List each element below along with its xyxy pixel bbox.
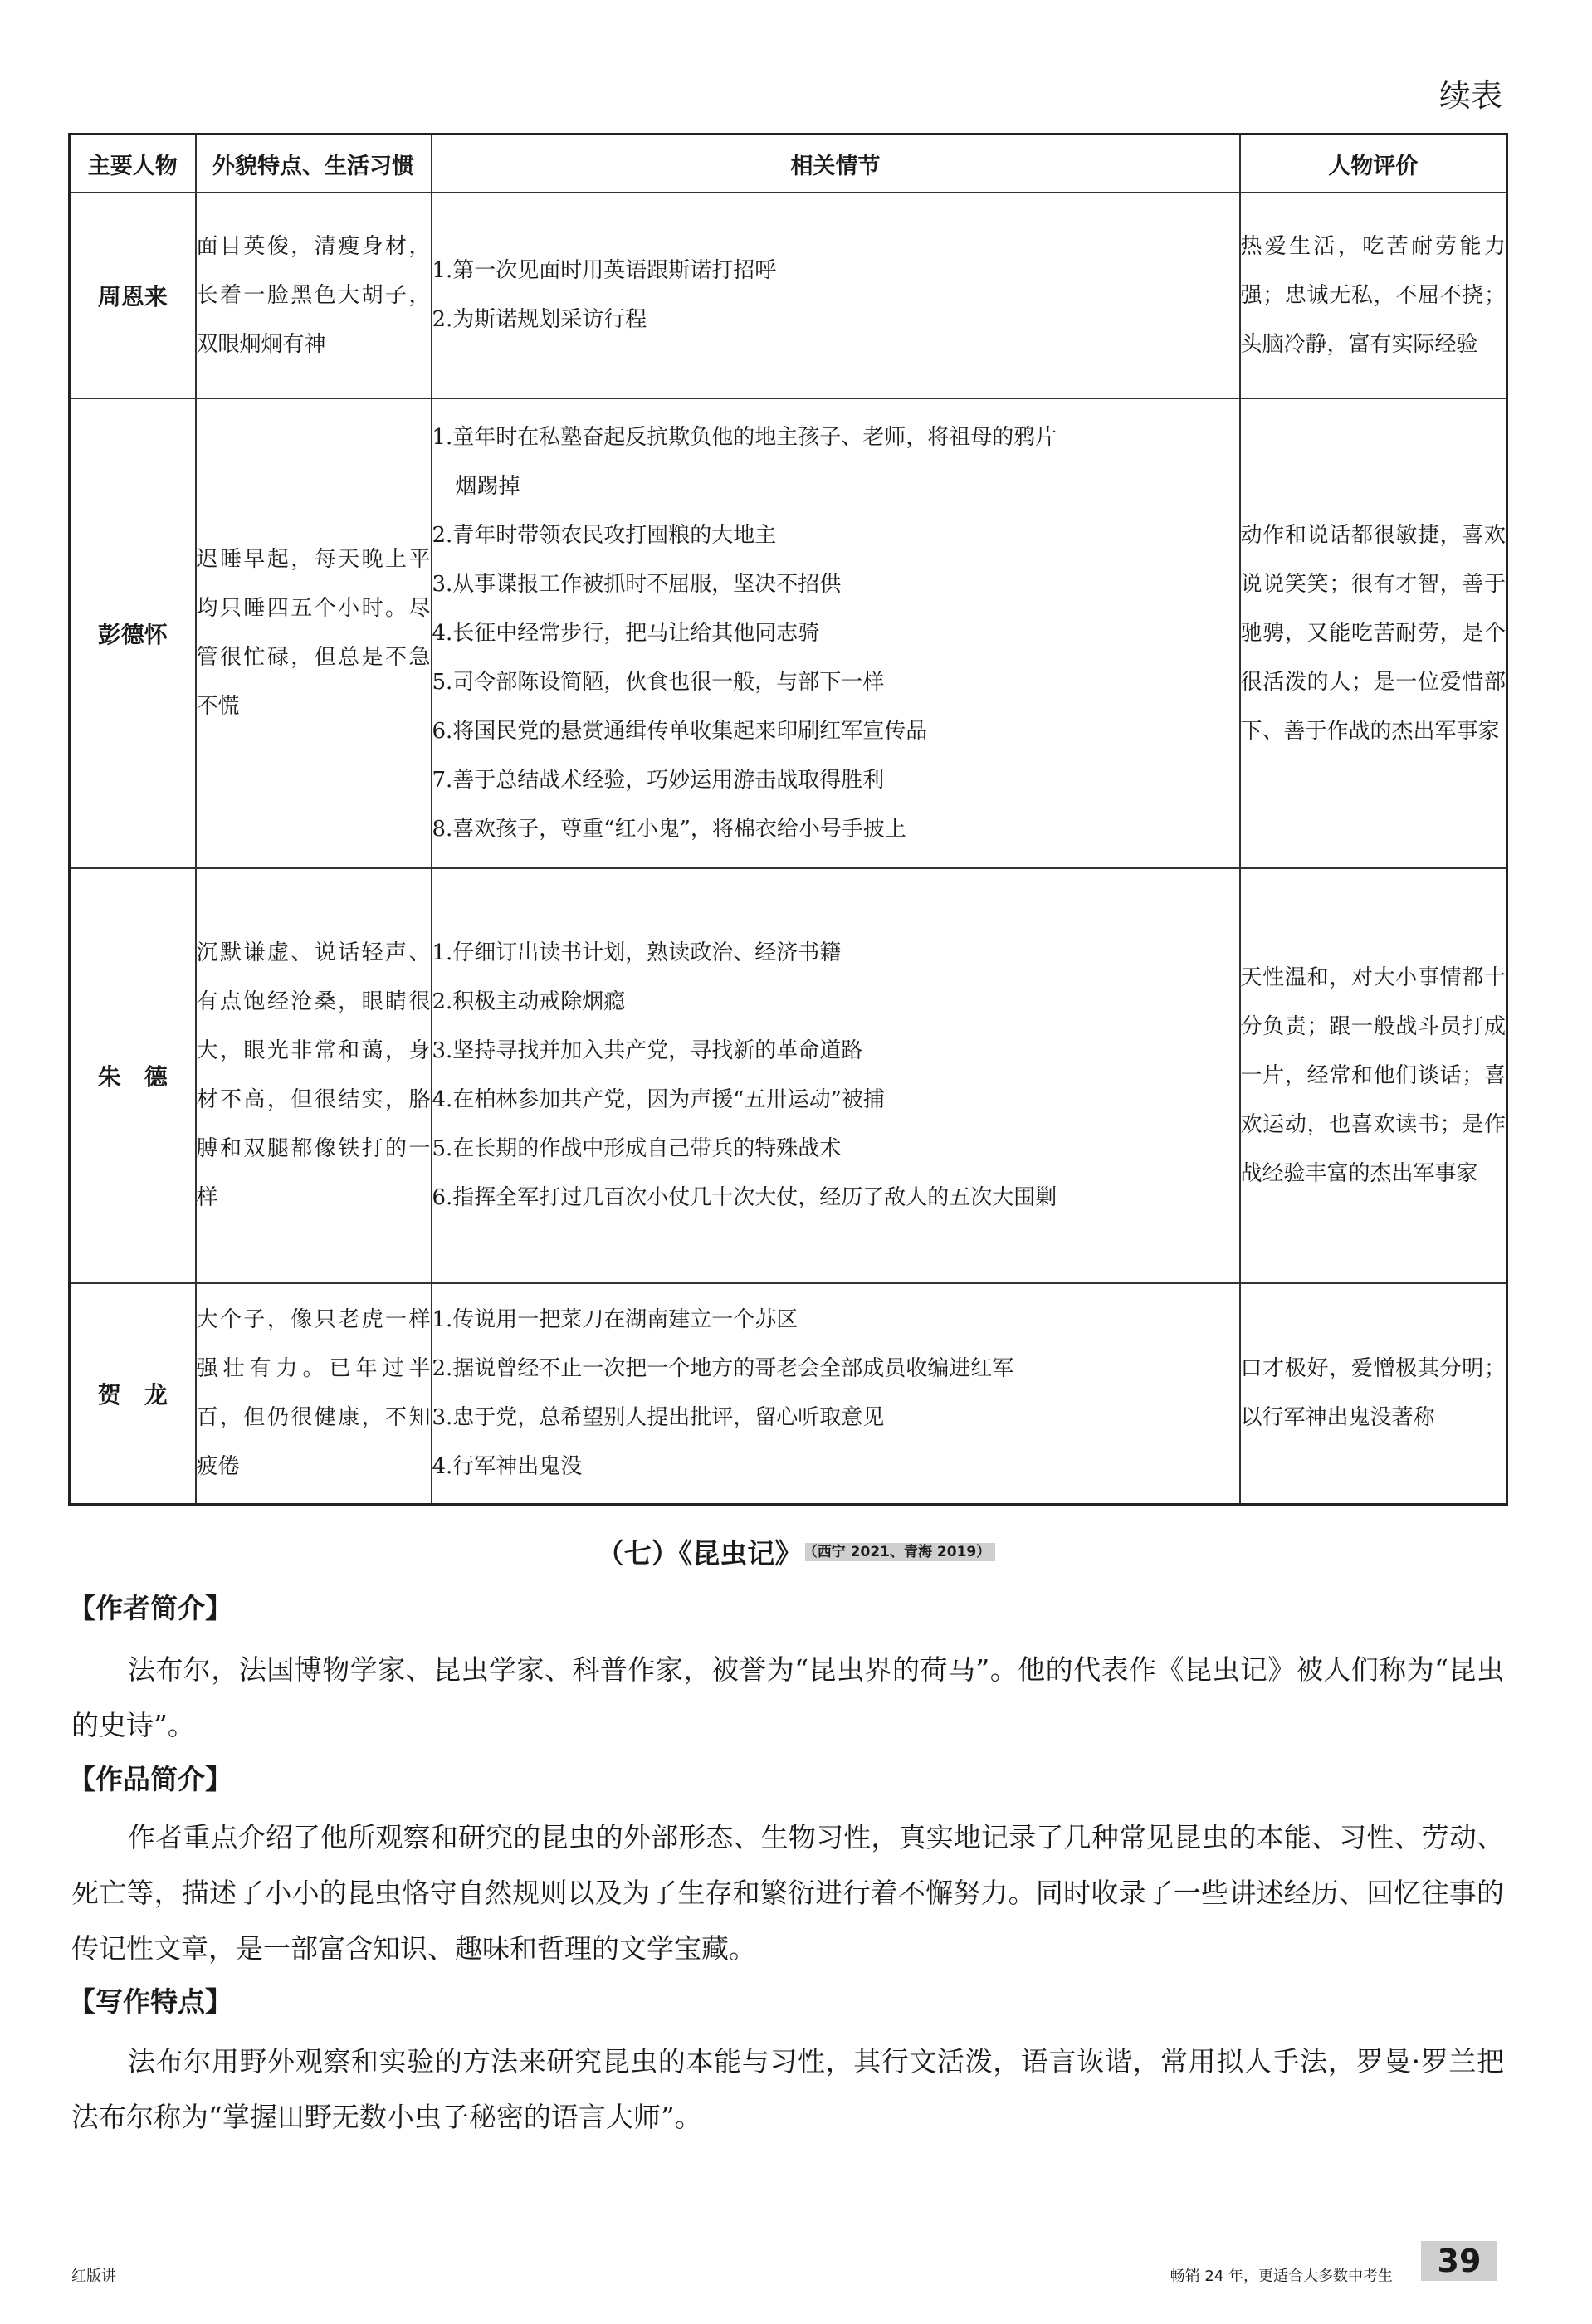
plot-item-continuation: 烟踢掉 [455, 473, 520, 499]
character-name: 周恩来 [70, 193, 196, 398]
table-row [70, 193, 1507, 398]
work-paragraph: 作者重点介绍了他所观察和研究的昆虫的外部形态、生物习性，真实地记录了几种常见昆虫的本能、习性、劳动、死亡等，描述了小小的昆虫恪守自然规则以及为了生存和繁衍进行着不懈努力。同时收录了一些讲述经历、回忆往事的传记性文章，是一部富含知识、趣味和哲理的文学宝藏。 [71, 1821, 1504, 1965]
plot-item: 6.将国民党的悬赏通缉传单收集起来印刷红军宣传品 [432, 718, 928, 744]
plot-item: 5.在长期的作战中形成自己带兵的特殊战术 [432, 1136, 842, 1161]
character-name: 朱 德 [70, 868, 196, 1283]
column-header: 相关情节 [432, 134, 1240, 193]
author-heading: 【作者简介】 [68, 1592, 232, 1624]
character-evaluation: 动作和说话都很敏捷，喜欢说说笑笑；很有才智，善于驰骋，又能吃苦耐劳，是个很活泼的人；是一位爱惜部下、善于作战的杰出军事家 [1240, 398, 1507, 868]
character-plots [432, 193, 1240, 398]
table-row [70, 868, 1507, 1283]
character-name: 贺 龙 [70, 1283, 196, 1504]
plot-item: 5.司令部陈设简陋，伙食也很一般，与部下一样 [432, 669, 885, 695]
writing-paragraph: 法布尔用野外观察和实验的方法来研究昆虫的本能与习性，其行文活泼，语言诙谐，常用拟人手法，罗曼·罗兰把法布尔称为“掌握田野无数小虫子秘密的语言大师”。 [71, 2045, 1504, 2133]
character-plots [432, 868, 1240, 1283]
plot-item: 2.积极主动戒除烟瘾 [432, 989, 626, 1014]
plot-item: 2.为斯诺规划采访行程 [432, 307, 647, 332]
plot-item: 1.仔细订出读书计划，熟读政治、经济书籍 [432, 940, 842, 965]
character-evaluation: 热爱生活，吃苦耐劳能力强；忠诚无私，不屈不挠；头脑冷静，富有实际经验 [1240, 193, 1507, 398]
character-evaluation: 口才极好，爱憎极其分明；以行军神出鬼没著称 [1240, 1283, 1507, 1504]
section-title-text: （七）《昆虫记》 [596, 1537, 803, 1570]
continued-label: 续表 [1438, 77, 1502, 114]
table-header-row [70, 134, 1507, 193]
character-table [68, 133, 1508, 1506]
character-features: 迟睡早起，每天晚上平均只睡四五个小时。尽管很忙碌，但总是不急不慌 [196, 398, 432, 868]
column-header: 人物评价 [1240, 134, 1507, 193]
table-row [70, 398, 1507, 868]
plot-item: 1.第一次见面时用英语跟斯诺打招呼 [432, 258, 777, 283]
character-evaluation: 天性温和，对大小事情都十分负责；跟一般战斗员打成一片，经常和他们谈话；喜欢运动，也喜欢读书；是作战经验丰富的杰出军事家 [1240, 868, 1507, 1283]
plot-item: 4.长征中经常步行，把马让给其他同志骑 [432, 620, 820, 646]
footer-brand: 红版讲 [71, 2268, 116, 2285]
table-row [70, 1283, 1507, 1504]
column-header: 主要人物 [70, 134, 196, 193]
author-paragraph: 法布尔，法国博物学家、昆虫学家、科普作家，被誉为“昆虫界的荷马”。他的代表作《昆虫记》被人们称为“昆虫的史诗”。 [71, 1653, 1504, 1741]
exam-source-badge: （西宁 2021、青海 2019） [805, 1543, 995, 1561]
character-name: 彭德怀 [70, 398, 196, 868]
column-header: 外貌特点、生活习惯 [196, 134, 432, 193]
character-features: 沉默谦虚、说话轻声、有点饱经沧桑，眼睛很大，眼光非常和蔼，身材不高，但很结实，胳膊和双腿都像铁打的一样 [196, 868, 432, 1283]
character-features: 面目英俊，清瘦身材，长着一脸黑色大胡子，双眼炯炯有神 [196, 193, 432, 398]
plot-item: 6.指挥全军打过几百次小仗几十次大仗，经历了敌人的五次大围剿 [432, 1185, 1057, 1210]
writing-heading: 【写作特点】 [68, 1985, 232, 2018]
footer-slogan: 畅销 24 年，更适合大多数中考生 [1170, 2268, 1393, 2285]
work-heading: 【作品简介】 [68, 1763, 232, 1795]
plot-item: 3.坚持寻找并加入共产党，寻找新的革命道路 [432, 1038, 863, 1063]
plot-item: 1.传说用一把菜刀在湖南建立一个苏区 [432, 1306, 798, 1332]
plot-item: 4.在柏林参加共产党，因为声援“五卅运动”被捕 [432, 1087, 885, 1112]
plot-item: 4.行军神出鬼没 [432, 1453, 583, 1479]
plot-item: 2.据说曾经不止一次把一个地方的哥老会全部成员收编进红军 [432, 1355, 1014, 1381]
plot-item: 2.青年时带领农民攻打囤粮的大地主 [432, 522, 777, 548]
plot-item: 3.从事谍报工作被抓时不屈服，坚决不招供 [432, 571, 842, 597]
page-number: 39 [1421, 2241, 1497, 2281]
character-features: 大个子，像只老虎一样强壮有力。已年过半百，但仍很健康，不知疲倦 [196, 1283, 432, 1504]
plot-item: 3.忠于党，总希望别人提出批评，留心听取意见 [432, 1404, 885, 1430]
character-plots [432, 1283, 1240, 1504]
plot-item: 7.善于总结战术经验，巧妙运用游击战取得胜利 [432, 767, 885, 793]
plot-item: 1.童年时在私塾奋起反抗欺负他的地主孩子、老师，将祖母的鸦片 [432, 424, 1057, 450]
plot-item: 8.喜欢孩子，尊重“红小鬼”，将棉衣给小号手披上 [432, 816, 906, 842]
character-plots [432, 398, 1240, 868]
section-title [0, 1532, 1592, 1571]
